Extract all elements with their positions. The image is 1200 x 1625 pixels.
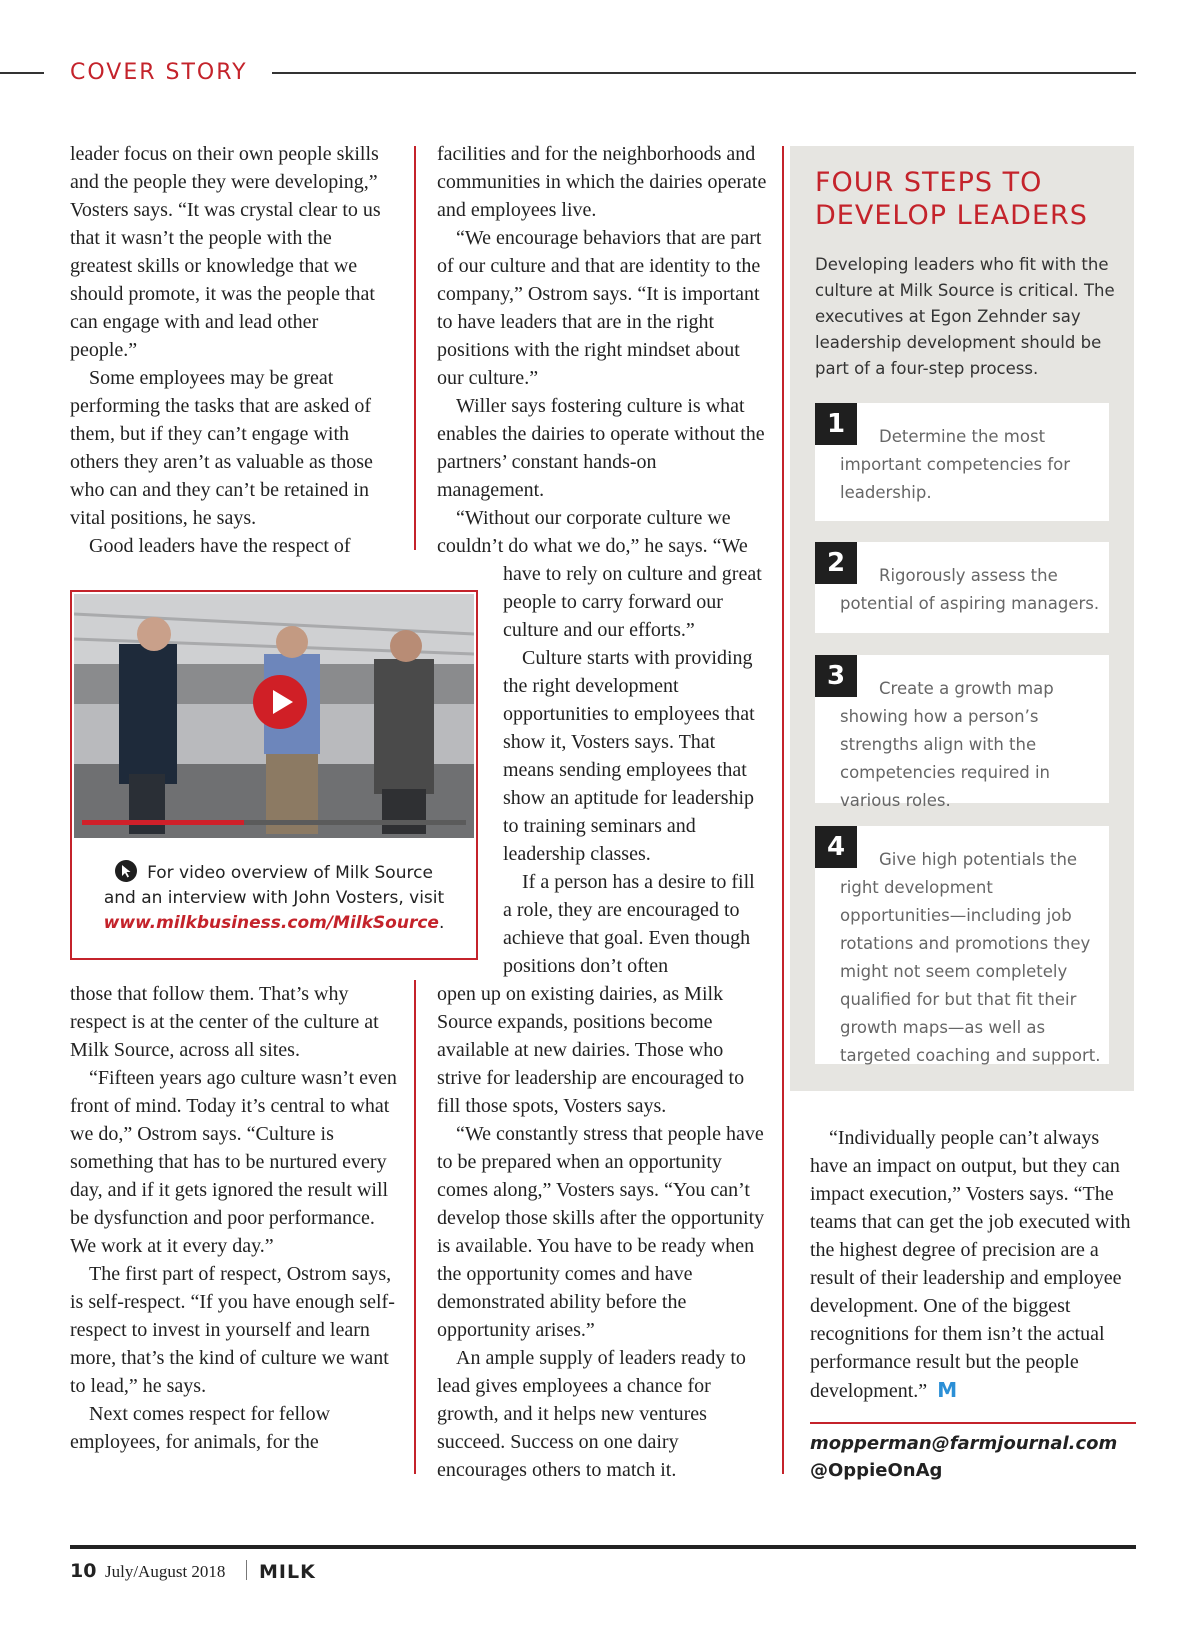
paragraph: “We encourage behaviors that are part of our culture and that are identity to the company,” Ostrom says. “It is important to have leaders that are in the right positions with the right mindset about our culture.” [437, 227, 762, 389]
issue-date: July/August 2018 [105, 1562, 226, 1581]
author-handle[interactable]: @OppieOnAg [810, 1460, 943, 1481]
paragraph: Good leaders have the respect of [89, 535, 351, 557]
footer-rule [70, 1545, 1136, 1549]
column-2-narrow [503, 560, 765, 980]
paragraph: “Without our corporate culture we couldn’t do what we do,” he says. “We [437, 507, 748, 557]
column-1-top [70, 140, 390, 560]
column-2-bottom [437, 980, 767, 1484]
header-rule-left [0, 72, 44, 74]
closing-quote: “Individually people can’t always have an impact on output, but they can impact execution,” Vosters says. “The teams that can get the job executed with the highest degree of precision are a result of their leadership and employee development. One of the biggest recognitions for them isn’t the actual performance result but the people development.” [810, 1127, 1131, 1402]
sidebar-title-line-2: DEVELOP LEADERS [815, 200, 1088, 231]
sidebar-intro: Developing leaders who fit with the culture at Milk Source is critical. The executives at Egon Zehnder say leadership development should be part of a four-step process. [815, 255, 1115, 378]
step-text: Create a growth map showing how a person’s strengths align with the competencies required in various roles. [840, 679, 1054, 810]
paragraph: The first part of respect, Ostrom says, is self-respect. “If you have enough self-respect to invest in yourself and learn more, that’s the kind of culture we want to lead,” he says. [70, 1263, 395, 1397]
paragraph: If a person has a desire to fill a role, they are encouraged to achieve that goal. Even though positions don’t often [503, 871, 755, 977]
paragraph: leader focus on their own people skills and the people they were developing,” Vosters says. “It was crystal clear to us that it wasn’t the people with the greatest skills or knowledge that we should promote, it was the people that can engage with and lead other people.” [70, 143, 381, 361]
video-caption [82, 860, 466, 936]
video-callout[interactable] [70, 590, 478, 960]
column-2-top [437, 140, 767, 560]
cursor-pointer-icon [115, 860, 137, 882]
paragraph: “Fifteen years ago culture wasn’t even front of mind. Today it’s central to what we do,” Ostrom says. “Culture is something that has to be nurtured every day, and if it gets ignored the result will be dysfunction and poor performance. We work at it every day.” [70, 1067, 397, 1257]
step-card-1 [815, 403, 1109, 521]
byline-rule [810, 1422, 1136, 1424]
paragraph: Next comes respect for fellow employees, for animals, for the [70, 1403, 331, 1453]
paragraph: Willer says fostering culture is what enables the dairies to operate without the partners’ constant hands-on management. [437, 395, 765, 501]
paragraph: those that follow them. That’s why respect is at the center of the culture at Milk Source, across all sites. [70, 983, 379, 1061]
column-1-bottom [70, 980, 400, 1456]
step-card-3 [815, 655, 1109, 810]
paragraph: Some employees may be great performing the tasks that are asked of them, but if they can’t engage with others they aren’t as valuable as those who can and they can’t be retained in vital positions, he says. [70, 367, 373, 529]
step-card-4 [815, 826, 1109, 1064]
footer-separator [246, 1560, 247, 1580]
column-rule-right [782, 146, 784, 1474]
paragraph: An ample supply of leaders ready to lead gives employees a chance for growth, and it helps new ventures succeed. Success on one dairy encourages others to match it. [437, 1347, 746, 1481]
paragraph: facilities and for the neighborhoods and communities in which the dairies operate and employees live. [437, 143, 767, 221]
header-rule-right [272, 72, 1136, 74]
step-number: 4 [815, 826, 857, 868]
column-rule-top [414, 146, 416, 550]
play-icon[interactable] [252, 674, 308, 730]
step-number: 1 [815, 403, 857, 445]
step-text: Determine the most important competencies for leadership. [840, 427, 1071, 502]
step-number: 3 [815, 655, 857, 697]
step-text: Rigorously assess the potential of aspiring managers. [840, 566, 1100, 613]
step-text: Give high potentials the right development opportunities—including job rotations and promotions they might not seem completely qualified for but that fit their growth maps—as well as targeted coaching and support. [840, 850, 1101, 1065]
magazine-logo: MILK [259, 1561, 316, 1583]
page-number: 10 [70, 1560, 97, 1582]
video-thumbnail[interactable] [74, 594, 474, 838]
step-number: 2 [815, 542, 857, 584]
sidebar-title-line-1: FOUR STEPS TO [815, 167, 1043, 198]
end-mark: M [937, 1378, 958, 1402]
step-card-2 [815, 542, 1109, 633]
paragraph: Culture starts with providing the right development opportunities to employees that show it, Vosters says. That means sending employees that show an aptitude for leadership to training seminars and leadership classes. [503, 647, 755, 865]
sidebar-title [815, 166, 1088, 232]
paragraph: have to rely on culture and great people to carry forward our culture and our efforts.” [503, 563, 762, 641]
caption-line-1: For video overview of Milk Source [147, 863, 433, 883]
paragraph: “We constantly stress that people have to be prepared when an opportunity comes along,” Vosters says. “You can’t develop those skills after the opportunity is available. You have to be ready when the opportunity comes and have demonstrated ability before the opportunity arises.” [437, 1123, 765, 1341]
caption-period: . [438, 913, 445, 933]
column-3-bottom [810, 1124, 1140, 1405]
author-email[interactable]: mopperman@farmjournal.com [810, 1433, 1118, 1454]
video-link[interactable]: www.milkbusiness.com/MilkSource [103, 913, 439, 933]
column-rule-bottom [414, 980, 416, 1474]
caption-line-2: and an interview with John Vosters, visit [103, 888, 445, 908]
paragraph: open up on existing dairies, as Milk Source expands, positions become available at new dairies. Those who strive for leadership are encouraged to fill those spots, Vosters says. [437, 983, 745, 1117]
section-title: COVER STORY [70, 60, 248, 85]
